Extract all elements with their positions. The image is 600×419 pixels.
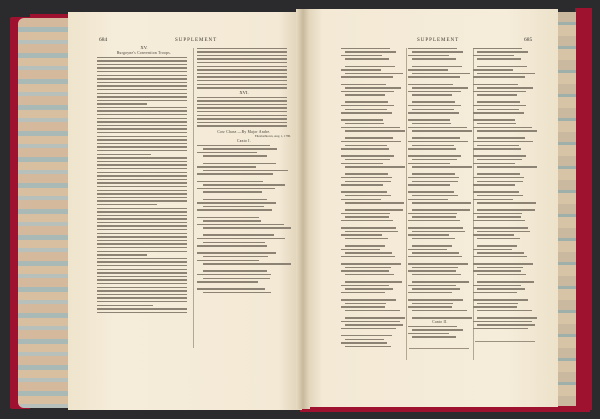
poem-dateline: Elizabethtown, Aug. 1, 1780. — [254, 134, 291, 139]
text-line — [473, 166, 537, 170]
text-line — [408, 309, 472, 313]
text-line — [473, 331, 537, 335]
text-line — [197, 291, 291, 295]
left-column-1 — [97, 45, 191, 345]
footnote-rule — [409, 348, 469, 349]
poem-verses — [197, 144, 291, 295]
left-column-2 — [197, 47, 291, 347]
right-column-1 — [341, 47, 405, 361]
right-page-number: 685 — [524, 37, 533, 43]
canto-ii-heading: Canto II. — [432, 320, 448, 325]
text-line — [408, 202, 472, 206]
text-line — [341, 202, 405, 206]
text-line — [341, 309, 405, 313]
text-line — [197, 107, 291, 111]
section-xv-body — [97, 56, 191, 315]
right-running-head: SUPPLEMENT — [417, 38, 460, 43]
text-line — [341, 327, 405, 331]
text-line — [473, 309, 537, 313]
text-line — [408, 336, 472, 340]
section-xv-title: Burgoyne's Convention Troops. — [116, 51, 172, 55]
section-xvi-intro — [197, 96, 291, 128]
left-running-head: SUPPLEMENT — [175, 38, 218, 43]
text-line — [97, 225, 191, 229]
footnote-rule — [475, 341, 535, 342]
text-line — [97, 207, 191, 211]
book-cover-right — [575, 8, 592, 410]
right-column-3 — [473, 47, 537, 361]
text-line — [341, 345, 405, 349]
book-gutter — [296, 9, 310, 409]
text-line — [473, 327, 537, 331]
text-line — [97, 311, 191, 315]
text-line — [341, 166, 405, 170]
text-line — [408, 130, 472, 134]
marbled-edge-left — [18, 18, 68, 408]
poem-heading: Cow Chase.—By Major Andre. — [217, 130, 271, 135]
text-line — [197, 263, 291, 267]
text-line — [97, 110, 191, 114]
text-line — [97, 92, 191, 96]
left-page-number: 684 — [99, 37, 108, 43]
text-line — [197, 227, 291, 231]
text-line — [473, 202, 537, 206]
text-line — [473, 130, 537, 134]
text-line — [197, 125, 291, 129]
text-line — [341, 130, 405, 134]
column-divider — [406, 48, 407, 360]
text-line — [408, 166, 472, 170]
canto-heading: Canto I. — [237, 139, 251, 144]
marbled-edge-right — [556, 12, 576, 406]
text-line — [197, 83, 291, 87]
right-column-2 — [408, 47, 472, 361]
column-divider — [193, 48, 194, 348]
section-xv-continued — [197, 47, 291, 90]
section-xvi-numeral: XVI. — [239, 90, 249, 96]
section-xv-numeral: XV. — [140, 45, 148, 50]
